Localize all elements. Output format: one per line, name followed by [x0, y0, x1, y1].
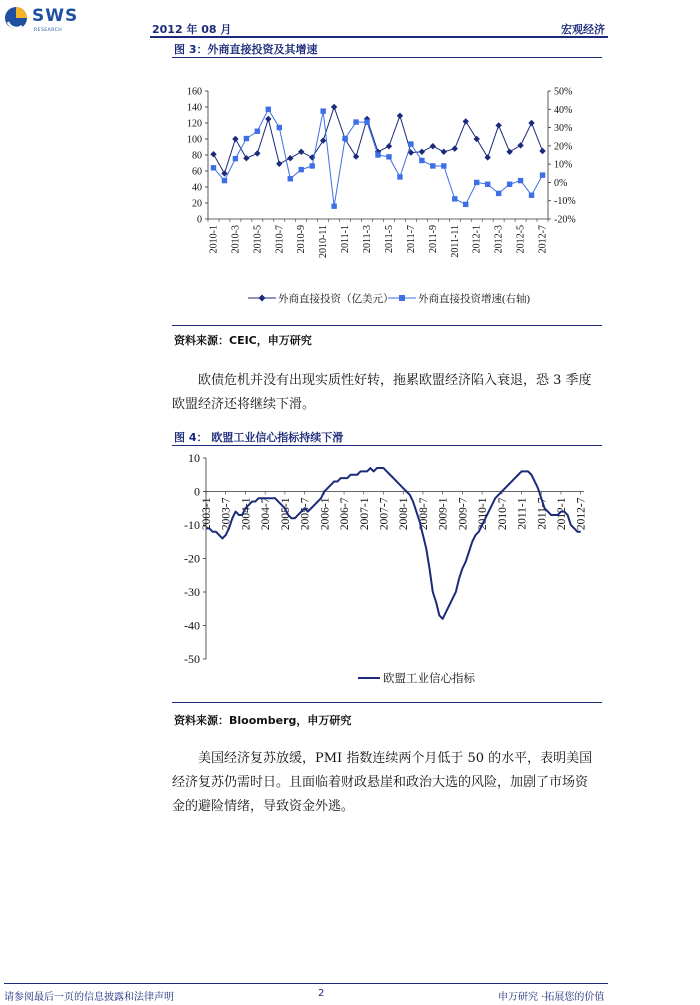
fdi-growth-point	[452, 196, 457, 201]
y-right-tick-label: 40%	[554, 104, 573, 116]
y-tick-label: -20	[184, 551, 200, 566]
fdi-amount-point	[528, 120, 534, 126]
x-tick-label: 2009-7	[457, 497, 470, 531]
logo-subtext: RESEARCH	[34, 28, 63, 33]
x-tick-label: 2008-7	[417, 497, 430, 531]
figure4-title-divider	[172, 445, 602, 446]
fdi-amount-point	[539, 148, 545, 154]
report-category: 宏观经济	[561, 23, 605, 36]
fdi-amount-point	[243, 155, 249, 161]
fdi-amount-line	[213, 107, 542, 173]
figure4-source-divider	[172, 702, 602, 703]
fdi-amount-point	[210, 151, 216, 157]
fdi-growth-point	[353, 119, 358, 124]
x-tick-label: 2003-7	[220, 497, 233, 531]
y-right-tick-label: -10%	[554, 196, 576, 208]
x-tick-label: 2009-1	[437, 497, 450, 531]
fdi-amount-point	[397, 113, 403, 119]
fdi-growth-point	[529, 193, 534, 198]
x-tick-label: 2007-7	[378, 497, 391, 531]
figure3-legend	[248, 292, 530, 305]
x-tick-label: 2011-1	[516, 497, 529, 530]
logo-mark-icon	[4, 4, 28, 32]
fdi-growth-point	[397, 174, 402, 179]
y-right-tick-label: 50%	[554, 86, 573, 98]
footer-disclaimer: 请参阅最后一页的信息披露和法律声明	[4, 992, 174, 1003]
figure4-source: 资料来源：Bloomberg，申万研究	[174, 714, 352, 727]
fdi-growth-point	[430, 163, 435, 168]
paragraph-us-economy: 美国经济复苏放缓，PMI 指数连续两个月低于 50 的水平，表明美国经济复苏仍需时日。且面临着财政悬崖和政治大选的风险，加剧了市场资金的避险情绪，导致资金外逃。	[172, 751, 593, 814]
y-tick-label: -10	[184, 518, 200, 532]
x-tick-label: 2010-3	[230, 225, 242, 254]
legend-marker-diamond	[259, 295, 266, 302]
fdi-amount-point	[474, 136, 480, 142]
x-tick-label: 2011-11	[449, 225, 461, 258]
x-tick-label: 2004-7	[260, 497, 273, 531]
figure3-title-divider	[172, 57, 602, 58]
fdi-growth-line	[213, 109, 542, 206]
x-tick-label: 2011-5	[383, 225, 395, 253]
fdi-amount-point	[353, 153, 359, 159]
y-tick-label: -30	[184, 585, 200, 599]
fdi-growth-point	[540, 172, 545, 177]
y-left-tick-label: 20	[192, 198, 202, 210]
fdi-amount-point	[287, 155, 293, 161]
fdi-growth-point	[386, 154, 391, 159]
fdi-amount-point	[386, 143, 392, 149]
fdi-growth-series	[211, 107, 545, 209]
fdi-growth-point	[309, 163, 314, 168]
fdi-amount-point	[452, 145, 458, 151]
fdi-growth-point	[255, 129, 260, 134]
fdi-amount-point	[276, 161, 282, 167]
x-tick-label: 2011-7	[536, 497, 549, 530]
logo	[4, 2, 94, 36]
legend-marker-square	[399, 295, 405, 301]
x-tick-label: 2012-7	[537, 225, 549, 254]
fdi-growth-point	[320, 108, 325, 113]
x-tick-label: 2010-1	[477, 497, 490, 531]
y-tick-label: 0	[194, 484, 200, 499]
fdi-growth-point	[244, 136, 249, 141]
fdi-amount-point	[441, 149, 447, 155]
x-tick-label: 2010-9	[296, 225, 308, 254]
fdi-growth-point	[518, 178, 523, 183]
legend-label-fdi-amount: 外商直接投资（亿美元）	[278, 294, 394, 305]
y-left-tick-label: 60	[192, 166, 202, 178]
fdi-amount-point	[430, 143, 436, 149]
y-left-tick-label: 120	[187, 118, 202, 130]
fdi-growth-point	[331, 204, 336, 209]
y-right-tick-label: 20%	[554, 141, 573, 153]
paragraph-eu-economy: 欧债危机并没有出现实质性好转，拖累欧盟经济陷入衰退，恐 3 季度欧盟经济还将继续下滑。	[172, 373, 592, 412]
fdi-growth-point	[507, 182, 512, 187]
fdi-growth-point	[211, 165, 216, 170]
fdi-amount-point	[265, 116, 271, 122]
x-tick-label: 2012-5	[515, 225, 527, 254]
x-tick-label: 2011-1	[340, 225, 352, 253]
x-tick-label: 2010-5	[252, 225, 264, 254]
x-tick-label: 2003-1	[201, 497, 213, 531]
legend-label-fdi-growth: 外商直接投资增速(右轴)	[418, 294, 530, 305]
x-tick-label: 2010-7	[496, 497, 509, 531]
fdi-amount-point	[254, 150, 260, 156]
fdi-growth-point	[342, 136, 347, 141]
y-left-tick-label: 140	[187, 102, 202, 114]
fdi-amount-point	[506, 149, 512, 155]
fdi-growth-point	[222, 178, 227, 183]
fdi-growth-point	[419, 158, 424, 163]
y-tick-label: -40	[184, 618, 200, 633]
figure4-axes	[184, 451, 588, 666]
figure3-title: 图 3：外商直接投资及其增速	[174, 43, 318, 56]
fdi-growth-point	[266, 107, 271, 112]
figure3-chart	[172, 80, 602, 320]
page-number: 2	[318, 988, 325, 999]
fdi-growth-point	[463, 202, 468, 207]
x-tick-label: 2004-1	[240, 497, 253, 531]
x-tick-label: 2010-7	[274, 225, 286, 254]
x-tick-label: 2012-1	[471, 225, 483, 254]
fdi-amount-point	[517, 142, 523, 148]
x-tick-label: 2011-3	[362, 225, 374, 253]
fdi-growth-point	[441, 163, 446, 168]
y-tick-label: 10	[188, 451, 200, 465]
y-left-tick-label: 100	[187, 134, 202, 146]
x-tick-label: 2011-9	[427, 225, 439, 253]
fdi-growth-point	[375, 152, 380, 157]
fdi-amount-point	[463, 118, 469, 124]
figure4-legend	[358, 671, 475, 685]
y-right-tick-label: 10%	[554, 159, 573, 171]
x-tick-label: 2012-3	[493, 225, 505, 254]
fdi-growth-point	[299, 167, 304, 172]
fdi-amount-point	[298, 149, 304, 155]
x-tick-label: 2010-11	[318, 225, 330, 258]
legend-label-confidence: 欧盟工业信心指标	[383, 673, 475, 685]
x-tick-label: 2007-1	[358, 497, 371, 531]
x-tick-label: 2005-7	[299, 497, 312, 531]
figure4-chart	[172, 448, 602, 698]
fdi-amount-point	[419, 149, 425, 155]
x-tick-label: 2011-7	[405, 225, 417, 253]
y-left-tick-label: 0	[197, 214, 202, 226]
fdi-growth-point	[364, 119, 369, 124]
fdi-growth-point	[496, 191, 501, 196]
report-date: 2012 年 08 月	[152, 23, 232, 36]
fdi-amount-point	[495, 122, 501, 128]
fdi-growth-point	[277, 125, 282, 130]
footer-divider	[4, 983, 608, 984]
fdi-amount-point	[232, 136, 238, 142]
fdi-growth-point	[485, 182, 490, 187]
fdi-amount-point	[331, 104, 337, 110]
fdi-amount-point	[484, 154, 490, 160]
header-divider	[150, 36, 608, 38]
fdi-growth-point	[408, 141, 413, 146]
y-right-tick-label: 30%	[554, 123, 573, 135]
x-tick-label: 2010-1	[208, 225, 220, 254]
fdi-growth-point	[474, 180, 479, 185]
fdi-amount-point	[320, 137, 326, 143]
confidence-line	[206, 468, 581, 619]
y-left-tick-label: 40	[192, 182, 202, 194]
x-tick-label: 2012-7	[575, 497, 588, 531]
x-tick-label: 2008-1	[398, 497, 411, 531]
x-tick-label: 2012-1	[555, 497, 568, 531]
figure3-source: 资料来源：CEIC，申万研究	[174, 334, 312, 347]
y-right-tick-label: 0%	[554, 177, 568, 189]
x-tick-label: 2006-7	[339, 497, 352, 531]
fdi-amount-series	[210, 104, 545, 177]
x-tick-label: 2005-1	[279, 497, 292, 531]
y-tick-label: -50	[184, 652, 200, 666]
y-right-tick-label: -20%	[554, 214, 576, 226]
y-left-tick-label: 160	[187, 86, 202, 98]
eu-industrial-confidence-series	[206, 468, 581, 619]
footer-slogan: 申万研究 ·拓展您的价值	[498, 992, 605, 1003]
fdi-growth-point	[233, 156, 238, 161]
figure3-axes	[187, 87, 576, 258]
figure3-source-divider	[172, 325, 602, 326]
figure4-title: 图 4： 欧盟工业信心指标持续下滑	[174, 431, 344, 444]
y-left-tick-label: 80	[192, 150, 202, 162]
fdi-growth-point	[288, 176, 293, 181]
logo-text: SWS	[32, 6, 79, 26]
x-tick-label: 2006-1	[319, 497, 332, 531]
